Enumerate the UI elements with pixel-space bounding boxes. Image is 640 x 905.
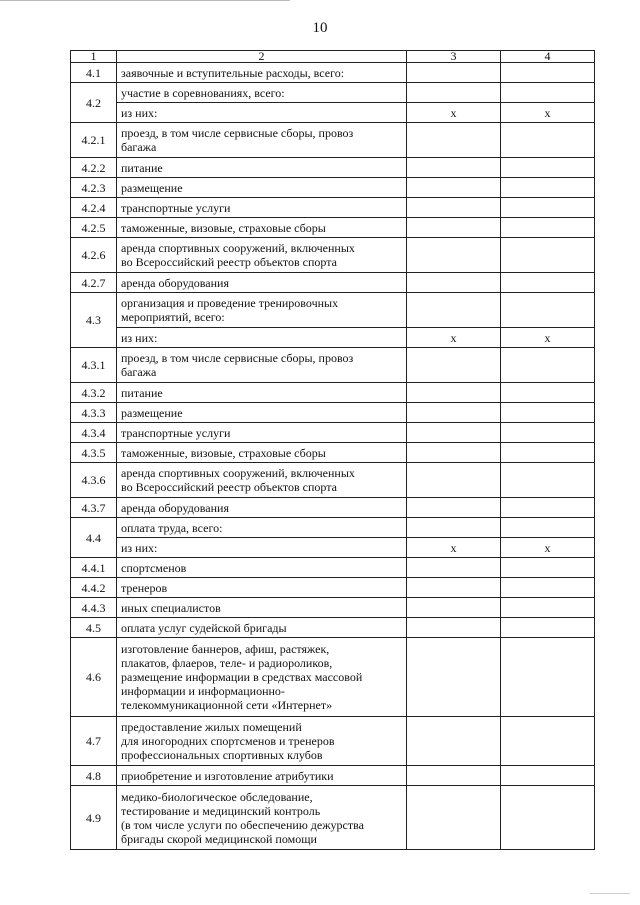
value-col-4: [501, 178, 595, 198]
value-col-4: [501, 63, 595, 83]
sub-value-col-3: x: [407, 328, 501, 348]
subtotal-row: [71, 328, 595, 348]
value-col-4: [501, 238, 595, 273]
row-description: [117, 638, 407, 717]
row-description: [117, 578, 407, 598]
value-col-3: [407, 238, 501, 273]
value-col-3: [407, 383, 501, 403]
value-col-4: [501, 403, 595, 423]
description-line: аренда оборудования: [121, 275, 229, 290]
row-number: 4.4.2: [71, 578, 117, 598]
row-number: 4.4: [71, 518, 117, 558]
value-col-3: [407, 766, 501, 786]
description-line: плакатов, флаеров, теле- и радиороликов,: [121, 656, 333, 670]
row-number: 4.3.6: [71, 463, 117, 498]
table-row: [71, 348, 595, 383]
table-row: [71, 558, 595, 578]
row-description: [117, 786, 407, 850]
row-description: [117, 443, 407, 463]
table-row: [71, 717, 595, 766]
description-line: изготовление баннеров, афиш, растяжек,: [121, 642, 330, 656]
description-line: размещение: [121, 180, 183, 195]
description-line: медико-биологическое обследование,: [121, 789, 313, 804]
description-line: аренда оборудования: [121, 500, 229, 515]
description-line: бригады скорой медицинской помощи: [121, 831, 317, 846]
value-col-4: [501, 83, 595, 103]
value-col-4: [501, 558, 595, 578]
table-row: [71, 766, 595, 786]
description-line: для иногородних спортсменов и тренеров: [121, 734, 335, 748]
description-line: аренда спортивных сооружений, включенных: [121, 241, 355, 255]
description-line: мероприятий, всего:: [121, 310, 225, 324]
table-row: [71, 218, 595, 238]
value-col-3: [407, 218, 501, 238]
value-col-3: [407, 178, 501, 198]
value-col-4: [501, 618, 595, 638]
row-description: [117, 63, 407, 83]
table-row: [71, 383, 595, 403]
value-col-4: [501, 717, 595, 766]
value-col-3: [407, 158, 501, 178]
table-row: [71, 786, 595, 850]
sub-value-col-4: x: [501, 103, 595, 123]
description-line: проезд, в том числе сервисные сборы, провоз: [121, 126, 354, 140]
row-description: [117, 618, 407, 638]
page-number: 10: [312, 20, 328, 36]
value-col-4: [501, 498, 595, 518]
value-col-3: [407, 198, 501, 218]
row-number: 4.4.3: [71, 598, 117, 618]
header-col-4: 4: [501, 51, 595, 63]
description-line: питание: [121, 160, 163, 175]
table-row: [71, 463, 595, 498]
value-col-3: [407, 518, 501, 538]
table-row: [71, 518, 595, 538]
scan-edge-mark: [590, 893, 630, 894]
row-number: 4.3.4: [71, 423, 117, 443]
description-line: во Всероссийский реестр объектов спорта: [121, 255, 337, 269]
row-description: [117, 717, 407, 766]
header-row: [71, 51, 595, 63]
row-number: 4.3.2: [71, 383, 117, 403]
row-number: 4.3.7: [71, 498, 117, 518]
value-col-3: [407, 443, 501, 463]
value-col-3: [407, 403, 501, 423]
value-col-4: [501, 786, 595, 850]
table-row: [71, 443, 595, 463]
row-number: 4.8: [71, 766, 117, 786]
description-line: проезд, в том числе сервисные сборы, провоз: [121, 351, 354, 365]
row-description: [117, 158, 407, 178]
row-description: [117, 83, 407, 103]
table-row: [71, 403, 595, 423]
description-line: телекоммуникационной сети «Интернет»: [121, 698, 333, 712]
row-description: [117, 348, 407, 383]
row-description: [117, 423, 407, 443]
table-row: [71, 618, 595, 638]
value-col-3: [407, 63, 501, 83]
value-col-4: [501, 218, 595, 238]
value-col-3: [407, 273, 501, 293]
description-line: предоставление жилых помещений: [121, 720, 302, 734]
description-line: спортсменов: [121, 560, 187, 575]
row-number: 4.2: [71, 83, 117, 123]
table-row: [71, 63, 595, 83]
sub-label: из них:: [117, 103, 407, 123]
table-row: [71, 83, 595, 103]
value-col-3: [407, 348, 501, 383]
value-col-3: [407, 717, 501, 766]
description-line: оплата услуг судейской бригады: [121, 620, 287, 635]
row-number: 4.3.3: [71, 403, 117, 423]
description-line: оплата труда, всего:: [121, 520, 223, 535]
table-row: [71, 198, 595, 218]
sub-label: из них:: [117, 538, 407, 558]
sub-value-col-4: x: [501, 328, 595, 348]
row-description: [117, 273, 407, 293]
header-col-2: 2: [117, 51, 407, 63]
row-number: 4.7: [71, 717, 117, 766]
row-description: [117, 766, 407, 786]
table-row: [71, 178, 595, 198]
sub-value-col-3: x: [407, 538, 501, 558]
description-line: организация и проведение тренировочных: [121, 296, 339, 310]
row-number: 4.2.6: [71, 238, 117, 273]
sub-value-col-4: x: [501, 538, 595, 558]
sub-value-col-3: x: [407, 103, 501, 123]
table-row: [71, 598, 595, 618]
value-col-4: [501, 598, 595, 618]
description-line: транспортные услуги: [121, 200, 231, 215]
table-row: [71, 238, 595, 273]
description-line: багажа: [121, 365, 157, 379]
row-number: 4.3: [71, 293, 117, 348]
description-line: размещение: [121, 405, 183, 420]
table-row: [71, 123, 595, 158]
value-col-3: [407, 558, 501, 578]
row-number: 4.2.2: [71, 158, 117, 178]
row-description: [117, 463, 407, 498]
row-number: 4.4.1: [71, 558, 117, 578]
value-col-4: [501, 578, 595, 598]
row-description: [117, 403, 407, 423]
subtotal-row: [71, 103, 595, 123]
scan-edge-line: [0, 0, 290, 1]
row-description: [117, 383, 407, 403]
subtotal-row: [71, 538, 595, 558]
value-col-4: [501, 443, 595, 463]
value-col-3: [407, 293, 501, 328]
description-line: таможенные, визовые, страховые сборы: [121, 220, 326, 235]
value-col-3: [407, 123, 501, 158]
value-col-4: [501, 348, 595, 383]
row-number: 4.2.3: [71, 178, 117, 198]
description-line: тестирование и медицинский контроль: [121, 803, 321, 818]
row-description: [117, 198, 407, 218]
row-number: 4.9: [71, 786, 117, 850]
description-line: транспортные услуги: [121, 425, 231, 440]
description-line: питание: [121, 385, 163, 400]
table-row: [71, 578, 595, 598]
description-line: аренда спортивных сооружений, включенных: [121, 466, 355, 480]
value-col-4: [501, 383, 595, 403]
value-col-3: [407, 598, 501, 618]
value-col-3: [407, 423, 501, 443]
value-col-4: [501, 293, 595, 328]
value-col-4: [501, 123, 595, 158]
table-row: [71, 158, 595, 178]
table-row: [71, 423, 595, 443]
row-number: 4.5: [71, 618, 117, 638]
sub-label: из них:: [117, 328, 407, 348]
row-number: 4.3.5: [71, 443, 117, 463]
value-col-4: [501, 273, 595, 293]
value-col-3: [407, 463, 501, 498]
description-line: иных специалистов: [121, 600, 221, 615]
description-line: таможенные, визовые, страховые сборы: [121, 445, 326, 460]
description-line: информации и информационно-: [121, 684, 285, 698]
row-description: [117, 598, 407, 618]
row-number: 4.6: [71, 638, 117, 717]
value-col-4: [501, 766, 595, 786]
row-number: 4.2.5: [71, 218, 117, 238]
description-line: во Всероссийский реестр объектов спорта: [121, 480, 337, 494]
expenses-table: [70, 50, 595, 850]
row-number: 4.3.1: [71, 348, 117, 383]
value-col-4: [501, 198, 595, 218]
row-number: 4.2.1: [71, 123, 117, 158]
row-number: 4.1: [71, 63, 117, 83]
row-number: 4.2.4: [71, 198, 117, 218]
row-description: [117, 178, 407, 198]
table-row: [71, 498, 595, 518]
value-col-3: [407, 578, 501, 598]
row-description: [117, 518, 407, 538]
row-description: [117, 238, 407, 273]
value-col-4: [501, 158, 595, 178]
value-col-3: [407, 498, 501, 518]
description-line: приобретение и изготовление атрибутики: [121, 768, 334, 783]
description-line: заявочные и вступительные расходы, всего:: [121, 65, 345, 80]
description-line: размещение информации в средствах массовой: [121, 670, 363, 684]
row-description: [117, 293, 407, 328]
value-col-3: [407, 638, 501, 717]
value-col-4: [501, 518, 595, 538]
table-row: [71, 638, 595, 717]
row-description: [117, 558, 407, 578]
value-col-4: [501, 463, 595, 498]
expenses-table-body: [71, 51, 595, 850]
description-line: багажа: [121, 140, 157, 154]
value-col-3: [407, 786, 501, 850]
description-line: (в том числе услуги по обеспечению дежурства: [121, 817, 364, 832]
table-row: [71, 293, 595, 328]
value-col-3: [407, 83, 501, 103]
value-col-3: [407, 618, 501, 638]
row-number: 4.2.7: [71, 273, 117, 293]
description-line: профессиональных спортивных клубов: [121, 748, 323, 762]
description-line: участие в соревнованиях, всего:: [121, 85, 285, 100]
header-col-3: 3: [407, 51, 501, 63]
header-col-1: 1: [71, 51, 117, 63]
row-description: [117, 498, 407, 518]
value-col-4: [501, 423, 595, 443]
row-description: [117, 218, 407, 238]
value-col-4: [501, 638, 595, 717]
description-line: тренеров: [121, 580, 168, 595]
table-row: [71, 273, 595, 293]
row-description: [117, 123, 407, 158]
